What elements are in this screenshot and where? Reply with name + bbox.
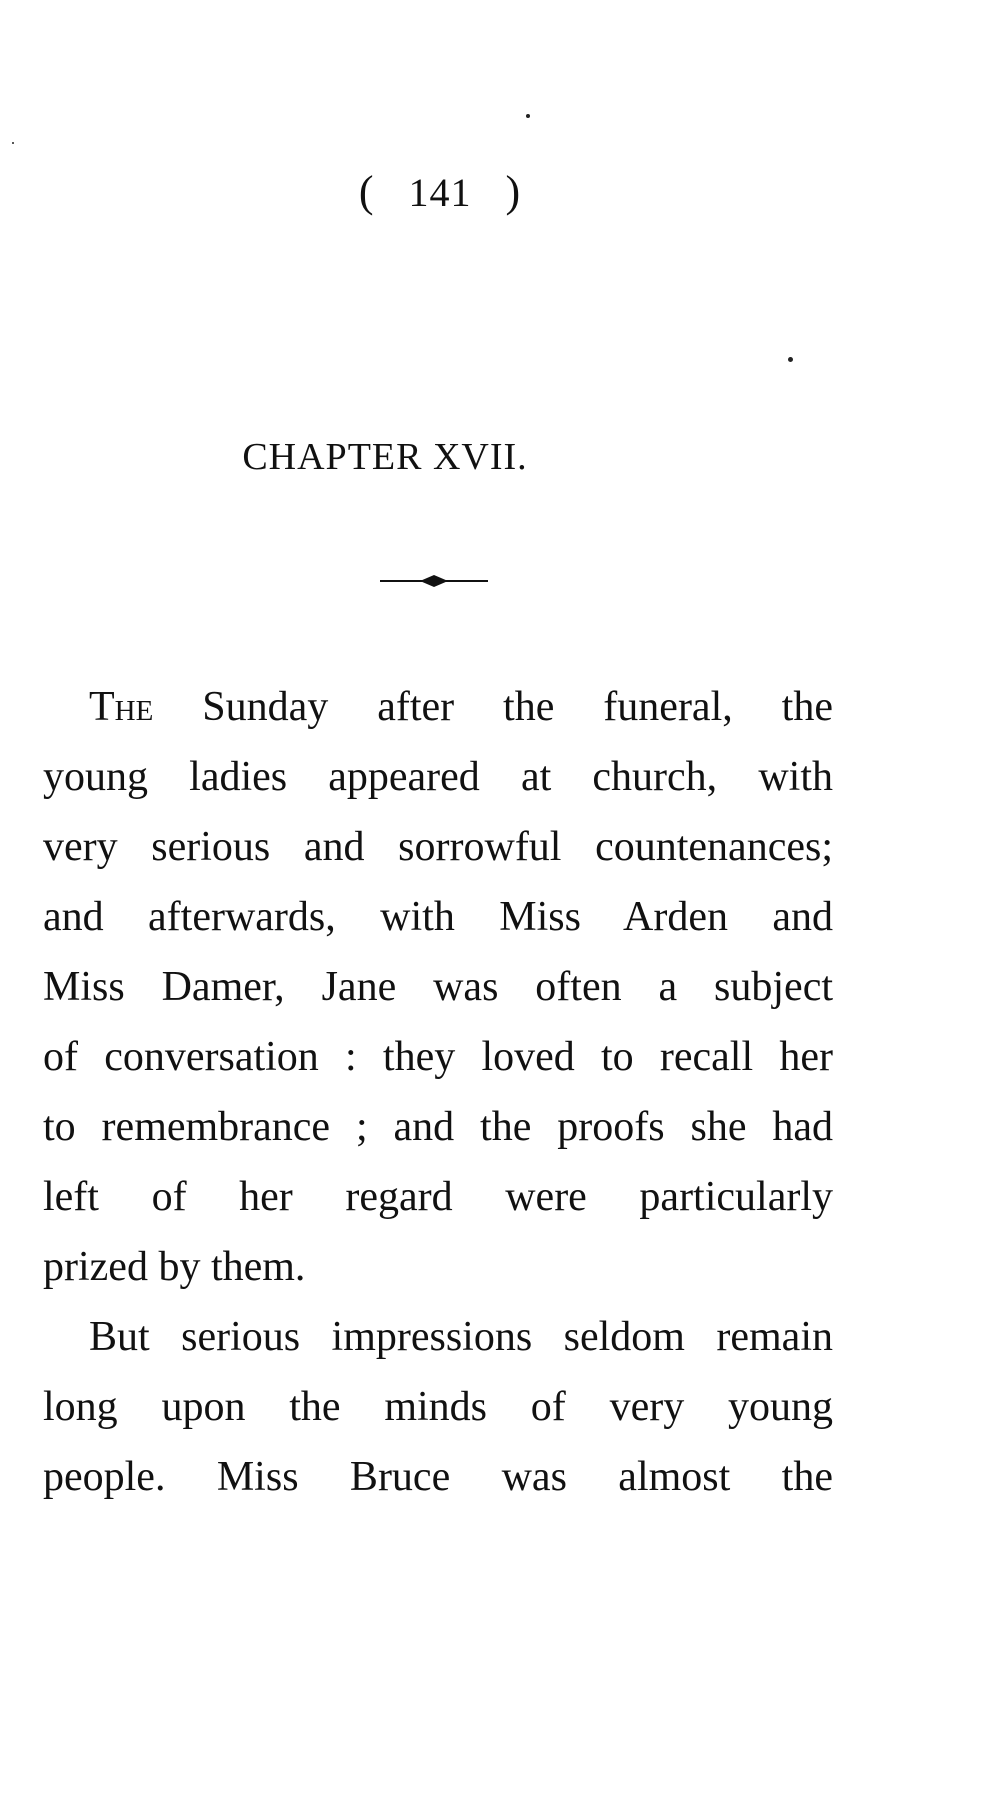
text-line: But serious impressions seldom remain — [89, 1314, 833, 1360]
page-number-open-paren: ( — [358, 167, 375, 216]
text-line: prized by them. — [43, 1244, 306, 1290]
scan-speck — [788, 357, 793, 362]
text-line: to remembrance ; and the proofs she had — [43, 1104, 833, 1150]
chapter-title: CHAPTER XVII. — [242, 436, 528, 478]
text-line: of conversation : they loved to recall her — [43, 1034, 833, 1080]
text-line: very serious and sorrowful countenances; — [43, 824, 833, 870]
scan-speck — [526, 114, 530, 118]
lead-word: The — [89, 684, 154, 730]
text-line: left of her regard were particularly — [43, 1174, 833, 1220]
page-number-close-paren: ) — [505, 167, 522, 216]
text-line — [43, 672, 833, 742]
text-line: long upon the minds of very young — [43, 1384, 833, 1430]
page-number — [0, 168, 880, 217]
text-line: and afterwards, with Miss Arden and — [43, 894, 833, 940]
text-line: people. Miss Bruce was almost the — [43, 1454, 833, 1500]
body-text — [43, 672, 833, 1512]
text-line: young ladies appeared at church, with — [43, 754, 833, 800]
text-line-content: Sunday after the funeral, the — [153, 684, 833, 730]
text-line: Miss Damer, Jane was often a subject — [43, 964, 833, 1010]
ornamental-rule-icon — [380, 574, 488, 588]
scan-speck — [12, 142, 14, 144]
page-number-value: 141 — [408, 170, 472, 215]
